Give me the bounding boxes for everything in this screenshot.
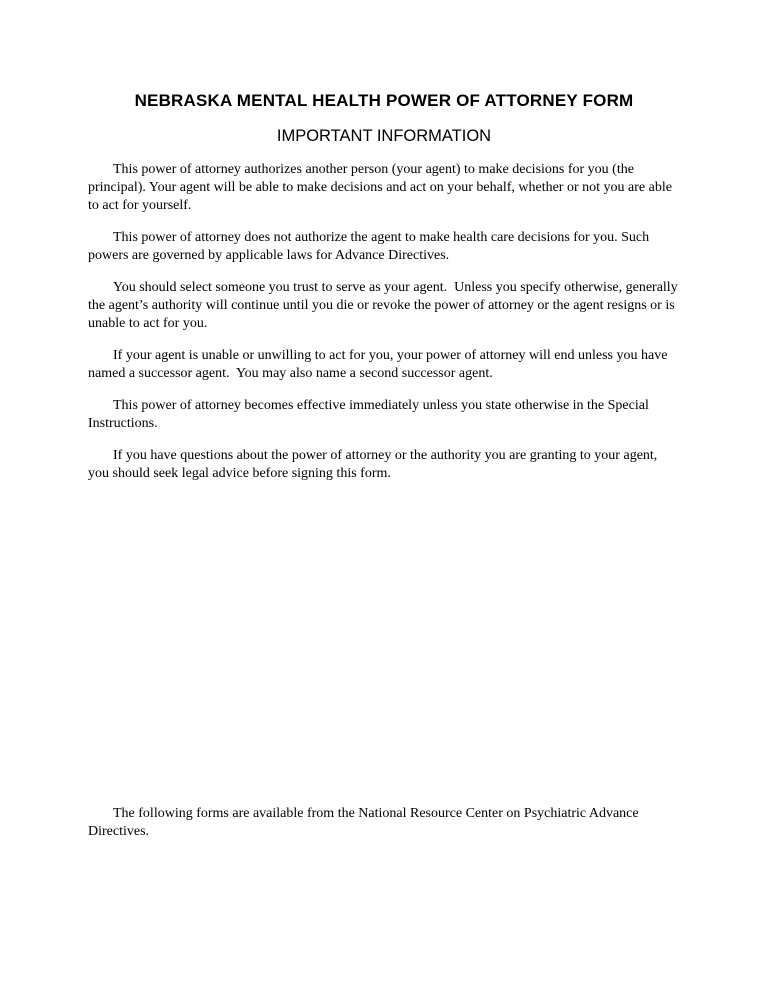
paragraph-effective-date: This power of attorney becomes effective immediately unless you state otherwise in the Special Instructions.	[88, 398, 653, 431]
paragraph-legal-advice: If you have questions about the power of attorney or the authority you are granting to your agent, you should seek legal advice before signing this form.	[88, 448, 661, 481]
paragraph-agent-selection: You should select someone you trust to serve as your agent. Unless you specify otherwise, generally the agent’s authority will continue until you die or revoke the power of attorney or the agent resigns or is unable to act for you.	[88, 280, 682, 331]
document-subtitle: IMPORTANT INFORMATION	[276, 127, 492, 145]
document-body	[0, 161, 768, 841]
paragraph-successor-agent: If your agent is unable or unwilling to act for you, your power of attorney will end unless you have named a successor agent. You may also name a second successor agent.	[88, 348, 671, 381]
paragraph-authorization: This power of attorney authorizes another person (your agent) to make decisions for you (the principal). Your agent will be able to make decisions and act on your behalf, whether or not you are able to act for yourself.	[88, 162, 676, 213]
closing-paragraph: The following forms are available from the National Resource Center on Psychiatric Advance Directives.	[88, 806, 643, 839]
paragraph-health-care-limit: This power of attorney does not authorize the agent to make health care decisions for you. Such powers are governed by applicable laws for Advance Directives.	[88, 230, 653, 263]
document-title: NEBRASKA MENTAL HEALTH POWER OF ATTORNEY FORM	[134, 91, 634, 110]
